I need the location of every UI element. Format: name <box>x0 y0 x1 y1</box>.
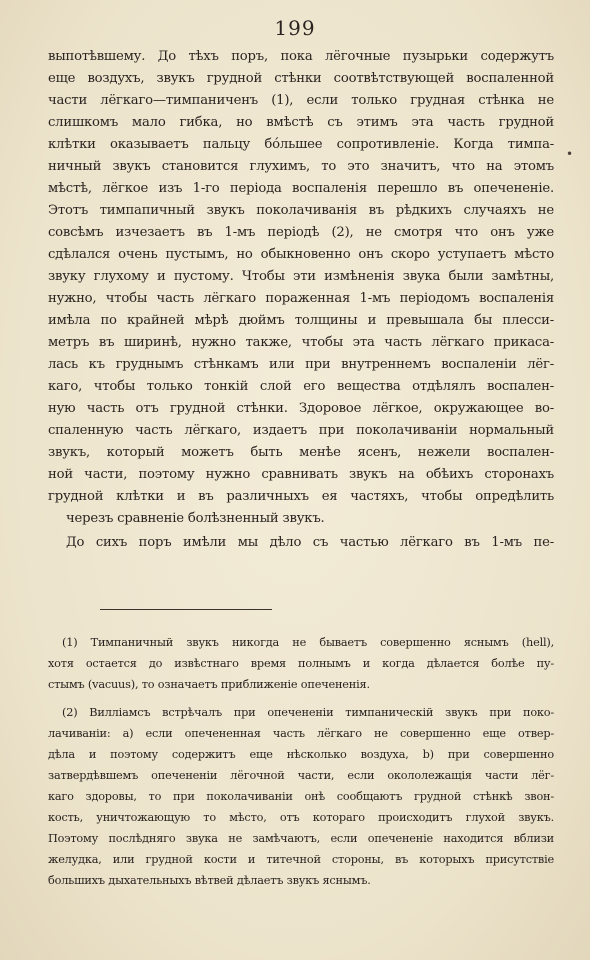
body-line: совсѣмъ изчезаетъ въ 1-мъ періодѣ (2), не смотря что онъ уже <box>48 225 554 240</box>
body-line: еще воздухъ, звукъ грудной стѣнки соотвѣтствующей воспаленной <box>48 71 554 86</box>
footnote-line: хотя остается до извѣстнаго время полнымъ и когда дѣлается болѣе пу- <box>48 657 554 670</box>
body-line: нужно, чтобы часть лёгкаго пораженная 1-мъ періодомъ воспаленія <box>48 291 554 306</box>
body-line: ной части, поэтому нужно сравнивать звукъ на обѣихъ сторонахъ <box>48 467 554 482</box>
body-line: черезъ сравненіе болѣзненный звукъ. <box>66 511 325 526</box>
footnote-line: затвердѣвшемъ опечененіи лёгочной части, если окололежащія части лёг- <box>48 769 554 782</box>
margin-mark: • <box>566 147 574 161</box>
page-number: 199 <box>274 16 316 40</box>
body-line: звукъ, который можетъ быть менѣе ясенъ, нежели воспален- <box>48 445 554 460</box>
body-line: ную часть отъ грудной стѣнки. Здоровое лёгкое, окружающее во- <box>48 401 554 416</box>
body-line: метръ въ ширинѣ, нужно также, чтобы эта часть лёгкаго прикаса- <box>48 335 554 350</box>
footnote-line: (1) Тимпаничный звукъ никогда не бываетъ совершенно яснымъ (hell), <box>62 636 554 649</box>
body-line: имѣла по крайней мѣрѣ дюймъ толщины и превышала бы плесси- <box>48 313 554 328</box>
body-line: мѣстѣ, лёгкое изъ 1-го періода воспаленія перешло въ опечененіе. <box>48 181 554 196</box>
footnote-line: большихъ дыхательныхъ вѣтвей дѣлаетъ звукъ яснымъ. <box>48 874 371 887</box>
footnote-line: кость, уничтожающую то мѣсто, отъ котораго происходитъ глухой звукъ. <box>48 811 554 824</box>
body-line: До сихъ поръ имѣли мы дѣло съ частью лёгкаго въ 1-мъ пе- <box>66 535 554 550</box>
footnote-line: стымъ (vacuus), то означаетъ приближеніе опечененія. <box>48 678 370 691</box>
body-line: спаленную часть лёгкаго, издаетъ при поколачиваніи нормальный <box>48 423 554 438</box>
footnote-line: лачиваніи: а) если опечененная часть лёгкаго не совершенно еще отвер- <box>48 727 554 740</box>
body-line: слишкомъ мало гибка, но вмѣстѣ съ этимъ эта часть грудной <box>48 115 554 130</box>
body-line: звуку глухому и пустому. Чтобы эти измѣненія звука были замѣтны, <box>48 269 554 284</box>
body-line: части лёгкаго—тимпаниченъ (1), если только грудная стѣнка не <box>48 93 554 108</box>
footnote-line: Поэтому послѣдняго звука не замѣчаютъ, если опечененіе находится вблизи <box>48 832 554 845</box>
footnote-line: желудка, или грудной кости и титечной стороны, въ которыхъ присутствіе <box>48 853 554 866</box>
footnote-line: (2) Вилліамсъ встрѣчалъ при опечененіи тимпаническій звукъ при поко- <box>62 706 554 719</box>
body-line: клѣтки оказываетъ пальцу бóльшее сопротивленіе. Когда тимпа- <box>48 137 554 152</box>
body-line: сдѣлался очень пустымъ, но обыкновенно онъ скоро уступаетъ мѣсто <box>48 247 554 262</box>
footnote-divider <box>100 609 272 610</box>
body-line: каго, чтобы только тонкій слой его вещества отдѣлялъ воспален- <box>48 379 554 394</box>
body-line: выпотѣвшему. До тѣхъ поръ, пока лёгочные пузырьки содержутъ <box>48 49 554 64</box>
footnote-line: каго здоровы, то при поколачиваніи онѣ сообщаютъ грудной стѣнкѣ звон- <box>48 790 554 803</box>
body-line: лась къ груднымъ стѣнкамъ или при внутреннемъ воспаленіи лёг- <box>48 357 554 372</box>
body-line: Этотъ тимпапичный звукъ поколачиванія въ рѣдкихъ случаяхъ не <box>48 203 554 218</box>
body-line: ничный звукъ становится глухимъ, то это значитъ, что на этомъ <box>48 159 554 174</box>
body-line: грудной клѣтки и въ различныхъ ея частяхъ, чтобы опредѣлить <box>48 489 554 504</box>
footnote-line: дѣла и поэтому содержитъ еще нѣсколько воздуха, b) при совершенно <box>48 748 554 761</box>
